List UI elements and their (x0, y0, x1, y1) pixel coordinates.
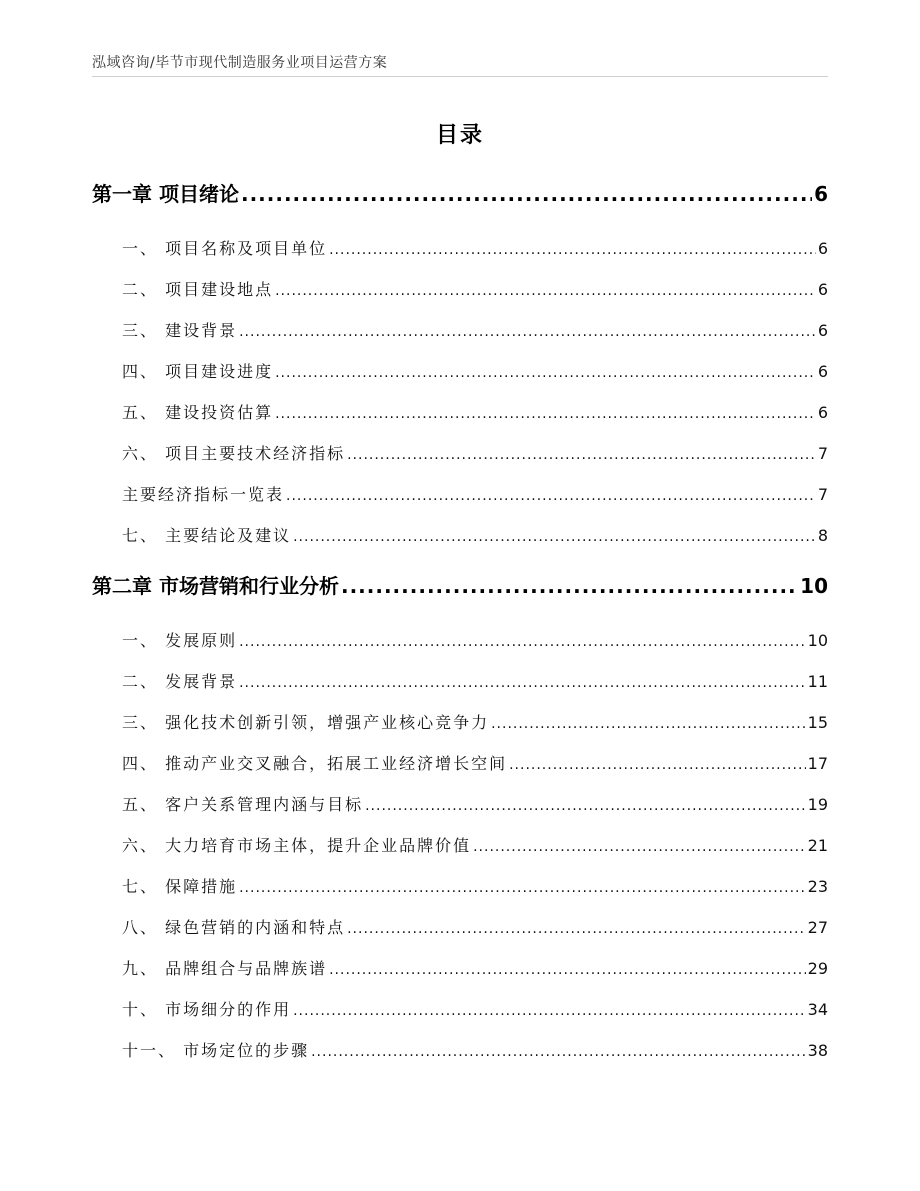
toc-section-entry[interactable] (92, 318, 828, 359)
toc-section-entry[interactable] (92, 751, 828, 792)
toc-entry-label: 十、 市场细分的作用 (122, 1000, 292, 1019)
dot-leader (275, 365, 816, 381)
toc-entry-label: 一、 项目名称及项目单位 (122, 239, 328, 258)
toc-page-number: 17 (807, 754, 828, 773)
dot-leader (329, 242, 816, 258)
dot-leader (293, 1003, 806, 1019)
toc-page-number: 6 (817, 321, 828, 340)
toc-chapter-entry[interactable] (92, 570, 828, 618)
toc-entry-label: 三、 建设背景 (122, 321, 238, 340)
toc-section-entry[interactable] (92, 523, 828, 564)
dot-leader (293, 529, 816, 545)
toc-entry-label: 一、 发展原则 (122, 631, 238, 650)
toc-page-number: 7 (817, 444, 828, 463)
toc-section-entry[interactable] (92, 628, 828, 669)
toc-page-number: 11 (807, 672, 828, 691)
toc-page-number: 19 (807, 795, 828, 814)
toc-entry-label: 六、 大力培育市场主体，提升企业品牌价值 (122, 836, 472, 855)
toc-section-entry[interactable] (92, 359, 828, 400)
dot-leader (239, 324, 816, 340)
toc-section-entry[interactable] (92, 874, 828, 915)
dot-leader (509, 757, 806, 773)
toc-entry-label: 四、 项目建设进度 (122, 362, 274, 381)
dot-leader (239, 675, 806, 691)
toc-entry-label: 九、 品牌组合与品牌族谱 (122, 959, 328, 978)
toc-page-number: 10 (807, 631, 828, 650)
toc-entry-label: 第二章 市场营销和行业分析 (92, 574, 339, 598)
toc-entry-label: 二、 发展背景 (122, 672, 238, 691)
toc-section-entry[interactable] (92, 400, 828, 441)
dot-leader (347, 921, 806, 937)
toc-section-entry[interactable] (92, 236, 828, 277)
toc-section-entry[interactable] (92, 915, 828, 956)
toc-page-number: 15 (807, 713, 828, 732)
toc-entry-label: 四、 推动产业交叉融合，拓展工业经济增长空间 (122, 754, 508, 773)
toc-section-entry[interactable] (92, 956, 828, 997)
dot-leader (473, 839, 806, 855)
toc-page-number: 6 (817, 403, 828, 422)
toc-entry-label: 七、 保障措施 (122, 877, 238, 896)
toc-page-number: 6 (817, 280, 828, 299)
spacer (92, 618, 828, 628)
dot-leader (239, 634, 806, 650)
dot-leader (286, 488, 816, 504)
spacer (92, 226, 828, 236)
toc-page-number: 6 (814, 182, 828, 206)
toc-page-number: 7 (817, 485, 828, 504)
dot-leader (275, 406, 816, 422)
dot-leader (491, 716, 806, 732)
dot-leader (239, 880, 806, 896)
toc-entry-label: 第一章 项目绪论 (92, 182, 239, 206)
toc-page-number: 6 (817, 362, 828, 381)
toc-entry-label: 六、 项目主要技术经济指标 (122, 444, 346, 463)
toc-section-entry[interactable] (92, 997, 828, 1038)
toc-section-entry[interactable] (92, 710, 828, 751)
toc-page-number: 27 (807, 918, 828, 937)
dot-leader (329, 962, 806, 978)
toc-entry-label: 五、 客户关系管理内涵与目标 (122, 795, 364, 814)
dot-leader (365, 798, 806, 814)
toc-entry-label: 十一、 市场定位的步骤 (122, 1041, 310, 1060)
table-of-contents (92, 172, 828, 1079)
dot-leader (311, 1044, 806, 1060)
toc-page-number: 23 (807, 877, 828, 896)
toc-section-entry[interactable] (92, 277, 828, 318)
toc-entry-label: 八、 绿色营销的内涵和特点 (122, 918, 346, 937)
dot-leader (241, 182, 812, 206)
toc-page-number: 29 (807, 959, 828, 978)
toc-section-entry[interactable] (92, 1038, 828, 1079)
toc-page-number: 34 (807, 1000, 828, 1019)
toc-page-number: 8 (817, 526, 828, 545)
toc-section-entry[interactable] (92, 669, 828, 710)
header-divider (92, 76, 828, 77)
toc-section-entry[interactable] (92, 441, 828, 482)
dot-leader (275, 283, 816, 299)
toc-page-number: 21 (807, 836, 828, 855)
toc-entry-label: 二、 项目建设地点 (122, 280, 274, 299)
dot-leader (341, 574, 798, 598)
toc-page-number: 10 (800, 574, 828, 598)
dot-leader (347, 447, 816, 463)
toc-chapter-entry[interactable] (92, 178, 828, 226)
toc-section-entry[interactable] (92, 792, 828, 833)
toc-entry-label: 三、 强化技术创新引领，增强产业核心竞争力 (122, 713, 490, 732)
toc-page-number: 6 (817, 239, 828, 258)
page-title: 目录 (435, 123, 484, 148)
running-header: 泓域咨询/毕节市现代制造服务业项目运营方案 (92, 55, 388, 71)
toc-entry-label: 七、 主要结论及建议 (122, 526, 292, 545)
toc-page-number: 38 (807, 1041, 828, 1060)
toc-section-entry[interactable] (92, 833, 828, 874)
toc-entry-label: 主要经济指标一览表 (122, 485, 285, 504)
toc-entry-label: 五、 建设投资估算 (122, 403, 274, 422)
toc-section-entry[interactable] (92, 482, 828, 523)
